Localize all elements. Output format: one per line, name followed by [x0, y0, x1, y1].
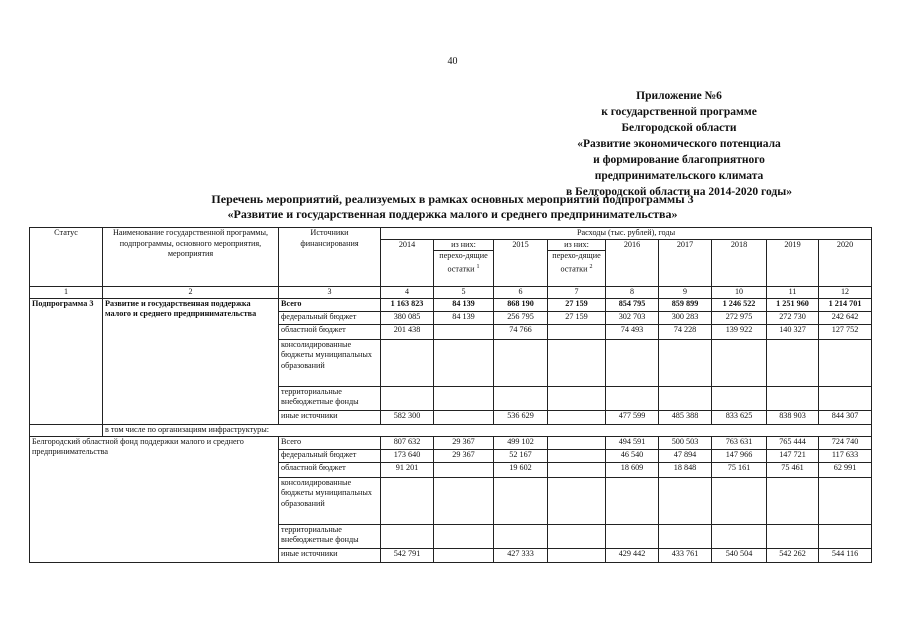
footnote-1: 1 [476, 263, 480, 270]
value-cell: 1 251 960 [767, 298, 819, 311]
value-cell: 75 461 [767, 462, 819, 477]
value-cell [548, 548, 606, 562]
value-cell: 46 540 [606, 449, 659, 462]
source-cell: Всего [279, 436, 381, 449]
index-cell: 4 [381, 287, 434, 299]
header-2018: 2018 [712, 239, 767, 287]
value-cell: 18 609 [606, 462, 659, 477]
value-cell: 499 102 [494, 436, 548, 449]
appendix-line-2: к государственной программе [601, 106, 757, 118]
source-cell: консолидированные бюджеты муниципальных образований [279, 339, 381, 386]
header-status: Статус [30, 228, 103, 287]
value-cell: 807 632 [381, 436, 434, 449]
value-cell [659, 477, 712, 524]
header-iz-nih-1: из них: [434, 239, 494, 251]
value-cell: 147 966 [712, 449, 767, 462]
header-expenses: Расходы (тыс. рублей), годы [381, 228, 872, 240]
index-cell: 12 [819, 287, 872, 299]
value-cell: 833 625 [712, 410, 767, 424]
value-cell [434, 410, 494, 424]
value-cell [767, 477, 819, 524]
value-cell: 139 922 [712, 324, 767, 339]
value-cell: 477 599 [606, 410, 659, 424]
value-cell [548, 386, 606, 410]
measure-name-cell: Развитие и государственная поддержка малого и среднего предпринимательства [103, 298, 279, 424]
value-cell [712, 386, 767, 410]
value-cell: 74 493 [606, 324, 659, 339]
value-cell [548, 339, 606, 386]
table-row [30, 436, 872, 449]
value-cell [381, 339, 434, 386]
value-cell: 1 246 522 [712, 298, 767, 311]
value-cell: 544 116 [819, 548, 872, 562]
appendix-line-6: предпринимательского климата [594, 170, 764, 182]
value-cell [712, 477, 767, 524]
value-cell [494, 477, 548, 524]
value-cell: 500 503 [659, 436, 712, 449]
value-cell: 724 740 [819, 436, 872, 449]
value-cell: 859 899 [659, 298, 712, 311]
value-cell: 854 795 [606, 298, 659, 311]
appendix-line-4: «Развитие экономического потенциала [577, 138, 781, 150]
value-cell: 272 975 [712, 311, 767, 324]
value-cell [659, 386, 712, 410]
value-cell: 272 730 [767, 311, 819, 324]
value-cell: 84 139 [434, 311, 494, 324]
value-cell: 302 703 [606, 311, 659, 324]
header-2020: 2020 [819, 239, 872, 287]
value-cell: 838 903 [767, 410, 819, 424]
value-cell [819, 386, 872, 410]
header-carryover-1 [434, 251, 494, 287]
value-cell: 173 640 [381, 449, 434, 462]
appendix-line-1: Приложение №6 [636, 90, 722, 102]
value-cell: 75 161 [712, 462, 767, 477]
value-cell [767, 386, 819, 410]
carryover-remain-text-1: остатки [447, 264, 475, 274]
value-cell [494, 524, 548, 548]
appendix-line-5: и формирование благоприятного [593, 154, 765, 166]
index-cell: 7 [548, 287, 606, 299]
value-cell: 582 300 [381, 410, 434, 424]
value-cell [434, 339, 494, 386]
infrastructure-spacer [30, 424, 103, 436]
value-cell [434, 477, 494, 524]
page-number: 40 [447, 56, 458, 67]
header-2015: 2015 [494, 239, 548, 287]
value-cell: 201 438 [381, 324, 434, 339]
value-cell [712, 524, 767, 548]
header-2017: 2017 [659, 239, 712, 287]
value-cell: 47 894 [659, 449, 712, 462]
value-cell: 256 795 [494, 311, 548, 324]
value-cell [434, 462, 494, 477]
index-cell: 6 [494, 287, 548, 299]
header-2016: 2016 [606, 239, 659, 287]
value-cell: 29 367 [434, 449, 494, 462]
value-cell: 27 159 [548, 298, 606, 311]
index-cell: 5 [434, 287, 494, 299]
value-cell [606, 524, 659, 548]
value-cell: 542 262 [767, 548, 819, 562]
infrastructure-row [30, 424, 872, 436]
column-index-row [30, 287, 872, 299]
value-cell [434, 386, 494, 410]
index-cell: 2 [103, 287, 279, 299]
value-cell: 52 167 [494, 449, 548, 462]
value-cell [606, 477, 659, 524]
document-title [0, 192, 905, 222]
table-row [30, 298, 872, 311]
index-cell: 8 [606, 287, 659, 299]
value-cell [659, 524, 712, 548]
value-cell [767, 339, 819, 386]
value-cell: 485 388 [659, 410, 712, 424]
carryover-label-1: перехо-дящие [439, 251, 488, 260]
source-cell: консолидированные бюджеты муниципальных образований [279, 477, 381, 524]
source-cell: территориальные внебюджетные фонды [279, 524, 381, 548]
header-name: Наименование государственной программы, подпрограммы, основного мероприятия, мероприятия [103, 228, 279, 287]
value-cell [548, 436, 606, 449]
title-line-2: «Развитие и государственная поддержка малого и среднего предпринимательства» [227, 207, 678, 221]
value-cell: 18 848 [659, 462, 712, 477]
value-cell: 74 766 [494, 324, 548, 339]
value-cell: 429 442 [606, 548, 659, 562]
value-cell [548, 477, 606, 524]
value-cell: 540 504 [712, 548, 767, 562]
value-cell: 380 085 [381, 311, 434, 324]
value-cell: 763 631 [712, 436, 767, 449]
source-cell: Всего [279, 298, 381, 311]
index-cell: 10 [712, 287, 767, 299]
value-cell [659, 339, 712, 386]
carryover-remain-1 [436, 262, 491, 275]
value-cell [434, 524, 494, 548]
value-cell [381, 386, 434, 410]
value-cell [767, 524, 819, 548]
carryover-label-2: перехо-дящие [552, 251, 601, 260]
carryover-remain-2 [550, 262, 603, 275]
header-2019: 2019 [767, 239, 819, 287]
value-cell: 74 228 [659, 324, 712, 339]
value-cell [548, 410, 606, 424]
index-cell: 9 [659, 287, 712, 299]
source-cell: иные источники [279, 548, 381, 562]
source-cell: федеральный бюджет [279, 311, 381, 324]
value-cell: 1 214 701 [819, 298, 872, 311]
value-cell [712, 339, 767, 386]
value-cell [819, 524, 872, 548]
value-cell [606, 386, 659, 410]
value-cell: 868 190 [494, 298, 548, 311]
source-cell: областной бюджет [279, 462, 381, 477]
index-cell: 1 [30, 287, 103, 299]
appendix-header [529, 88, 829, 200]
title-line-1: Перечень мероприятий, реализуемых в рамках основных мероприятий подпрограммы 3 [211, 192, 694, 206]
value-cell [548, 524, 606, 548]
value-cell: 27 159 [548, 311, 606, 324]
value-cell: 844 307 [819, 410, 872, 424]
value-cell [381, 524, 434, 548]
value-cell: 62 991 [819, 462, 872, 477]
value-cell: 1 163 823 [381, 298, 434, 311]
measure-name-cell: Белгородский областной фонд поддержки малого и среднего предпринимательства [30, 436, 279, 562]
value-cell: 84 139 [434, 298, 494, 311]
value-cell [606, 339, 659, 386]
header-iz-nih-2: из них: [548, 239, 606, 251]
value-cell [819, 477, 872, 524]
header-2014: 2014 [381, 239, 434, 287]
value-cell [494, 339, 548, 386]
carryover-remain-text-2: остатки [560, 264, 588, 274]
expenses-table [29, 227, 872, 563]
value-cell: 29 367 [434, 436, 494, 449]
value-cell: 91 201 [381, 462, 434, 477]
status-cell: Подпрограмма 3 [30, 298, 103, 424]
index-cell: 11 [767, 287, 819, 299]
source-cell: иные источники [279, 410, 381, 424]
value-cell: 427 333 [494, 548, 548, 562]
infrastructure-label: в том числе по организациям инфраструктуры: [103, 424, 872, 436]
appendix-line-3: Белгородской области [621, 122, 737, 134]
value-cell: 494 591 [606, 436, 659, 449]
source-cell: областной бюджет [279, 324, 381, 339]
value-cell [494, 386, 548, 410]
value-cell: 117 633 [819, 449, 872, 462]
appendix-line-7: в Белгородской области на 2014-2020 годы» [566, 186, 792, 198]
value-cell: 300 283 [659, 311, 712, 324]
value-cell: 19 602 [494, 462, 548, 477]
source-cell: территориальные внебюджетные фонды [279, 386, 381, 410]
value-cell [548, 324, 606, 339]
footnote-2: 2 [589, 263, 593, 270]
value-cell: 765 444 [767, 436, 819, 449]
header-sources: Источники финансирования [279, 228, 381, 287]
value-cell: 242 642 [819, 311, 872, 324]
value-cell [434, 548, 494, 562]
value-cell [548, 449, 606, 462]
value-cell: 127 752 [819, 324, 872, 339]
value-cell: 140 327 [767, 324, 819, 339]
value-cell: 433 761 [659, 548, 712, 562]
index-cell: 3 [279, 287, 381, 299]
header-carryover-2 [548, 251, 606, 287]
source-cell: федеральный бюджет [279, 449, 381, 462]
value-cell [381, 477, 434, 524]
value-cell [819, 339, 872, 386]
value-cell [434, 324, 494, 339]
value-cell: 536 629 [494, 410, 548, 424]
value-cell: 147 721 [767, 449, 819, 462]
value-cell [548, 462, 606, 477]
value-cell: 542 791 [381, 548, 434, 562]
